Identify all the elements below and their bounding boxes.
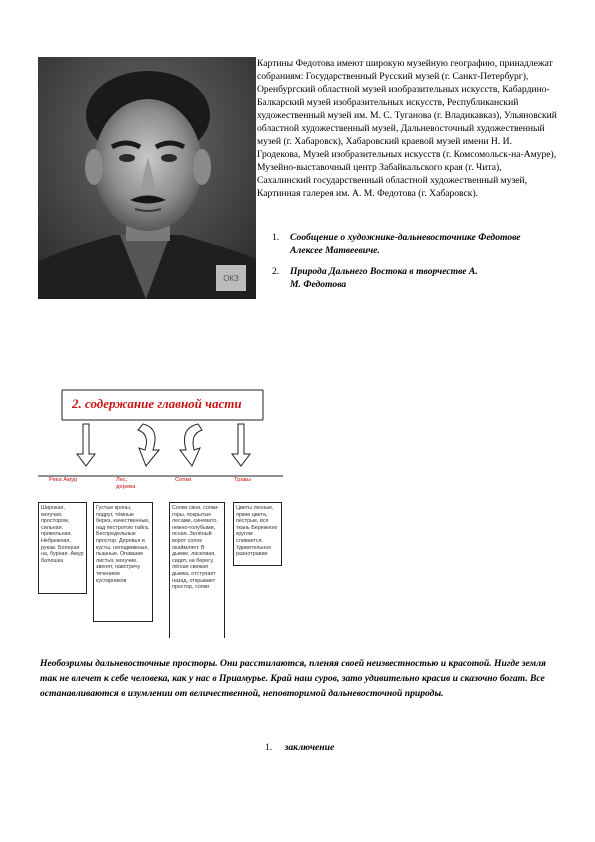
conclusion-number: 1. bbox=[265, 742, 273, 753]
list-number: 2. bbox=[272, 266, 280, 277]
column-box-hills: Сопки свои, сопки-горы, покрытые лесами, синевато, нежно-голубыми, ясная. Зелёный ворот сопок окаймляет. В дымке, ласковая, сидит, на берегу, лёгкая свежая дымка, отступает назад, открывает простор, сопки bbox=[169, 502, 225, 638]
column-label-line: Лес, bbox=[116, 477, 128, 483]
intro-paragraph: Картины Федотова имеют широкую музейную географию, принадлежат собраниям: Государственный Русский музей (г. Санкт-Петербург), Оренбургский областной музей изобразительных искусств, Кабардино-Балкарский музей изобразительных искусств, Республиканский художественный музей им. М. С. Туганова (г. Владикавказ), Ульяновский областной художественный музей, Дальневосточный художественный музей (г. Хабаровск), Хабаровский краевой музей имени Н. И. Гродекова, Музей изобразительных искусств (г. Комсомольск-на-Амуре), Музейно-выставочный центр Забайкальского края (г. Чита), Сахалинский государственный областной художественный музей, Картинная галерея им. А. М. Федотова (г. Хабаровск). bbox=[257, 58, 557, 199]
portrait-illustration bbox=[38, 57, 256, 299]
list-item bbox=[272, 231, 560, 257]
column-box-forest: Густые кроны, подруг, тёмные берез, качественные, над пестротою тайга. Беспредельные простор. Деревья и кусты, неподвижные, пышные. Опавшие листья, могучие, звенят, навстречу течением кустарников bbox=[93, 502, 153, 622]
column-label-line: дерева bbox=[116, 484, 136, 490]
diagram-title: 2. содержание главной части bbox=[72, 396, 242, 411]
main-part-diagram bbox=[38, 388, 288, 638]
column-label: Травы bbox=[234, 477, 251, 483]
column-label bbox=[116, 477, 135, 491]
column-box-river: Широкая, могучая, простором, сильная, привольная. Небрежная, рукав. Болерая на, бурная. Амур батюшка bbox=[38, 502, 87, 594]
list-text-line: Сообщение о художнике-дальневосточнике Федотове bbox=[290, 232, 521, 243]
closing-paragraph: Необозримы дальневосточные просторы. Они расстилаются, пленяя своей неизвестностью и красотой. Нигде земля так не влечет к себе человека, как у нас в Приамурье. Край наш суров, зато удивительно красив и сказочно богат. Все останавливаются в изумлении от величественной, неповторимой дальневосточной природы. bbox=[40, 658, 546, 699]
svg-text:ОКЗ: ОКЗ bbox=[223, 274, 239, 283]
column-box-grass: Цветы лесные, яркие цвета, пёстрые, вся ткань Бережною кругом сливается. Удивительное разнотравие bbox=[233, 502, 282, 566]
conclusion-text: заключение bbox=[284, 742, 335, 753]
column-label: Река Амур bbox=[49, 477, 78, 483]
list-number: 1. bbox=[272, 232, 280, 243]
list-text-line: Алексее Матвеевиче. bbox=[290, 245, 380, 256]
column-label: Сопки bbox=[175, 477, 192, 483]
list-item bbox=[272, 265, 560, 291]
conclusion-item bbox=[265, 741, 334, 754]
list-text-line: М. Федотова bbox=[290, 279, 347, 290]
portrait-photo bbox=[38, 57, 256, 299]
list-text-line: Природа Дальнего Востока в творчестве А. bbox=[290, 266, 478, 277]
